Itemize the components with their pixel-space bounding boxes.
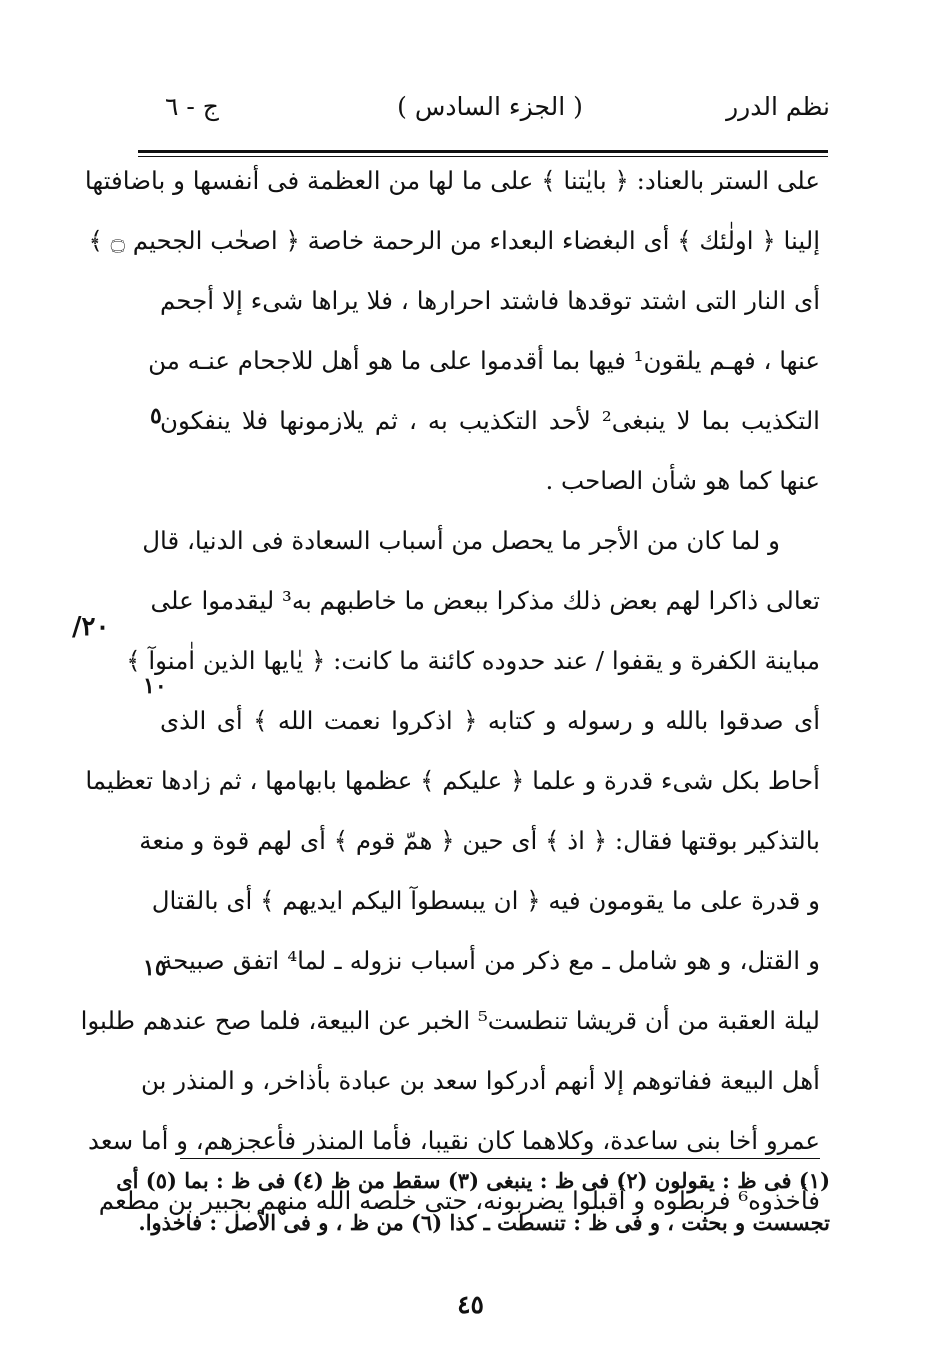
book-title: نظم الدرر — [726, 92, 830, 121]
page-number: ٤٥ — [457, 1290, 484, 1319]
text-line: أى النار التى اشتد توقدها فاشتد احرارها ، فلا يراها شىء إلا أجحم — [160, 286, 820, 315]
volume-label: ج - ٦ — [165, 92, 219, 121]
text-line: و لما كان من الأجر ما يحصل من أسباب السعادة فى الدنيا، قال — [142, 526, 780, 555]
line-number-15: ١٥ — [143, 955, 167, 981]
text-line: أهل البيعة ففاتوهم إلا أنهم أدركوا سعد بن عبادة بأذاخر، و المنذر بن — [141, 1066, 820, 1095]
part-title: ( الجزء السادس ) — [397, 92, 583, 121]
manuscript-folio-marker: ٢٠/ — [72, 612, 110, 642]
footnotes — [116, 1160, 830, 1244]
text-line: على الستر بالعناد: ﴿ بايٰتنا ﴾ على ما لها من العظمة فى أنفسها و باضافتها — [84, 166, 820, 195]
text-line: فأخذوه⁶ فربطوه و أقبلوا يضربونه، حتى خلصه الله منهم بجبير بن مطعم — [98, 1186, 820, 1215]
text-line: أحاط بكل شىء قدرة و علما ﴿ عليكم ﴾ عظمها بابهامها ، ثم زادها تعظيما — [85, 766, 820, 795]
line-number-10: ١٠ — [143, 673, 167, 699]
text-line: تعالى ذاكرا لهم بعض ذلك مذكرا ببعض ما خاطبهم به³ ليقدموا على — [150, 586, 820, 615]
text-line: التكذيب بما لا ينبغى² لأحد التكذيب به ، ثم يلازمونها فلا ينفكون — [160, 406, 820, 435]
text-line: عنها كما هو شأن الصاحب . — [545, 466, 820, 495]
footnote-line: (١) فى ظ : يقولون (٢) فى ظ : ينبغى (٣) سقط من ظ (٤) فى ظ : بما (٥) أى — [116, 1168, 830, 1193]
text-line: عنها ، فهـم يلقون¹ فيها بما أقدموا على ما هو أهل للاجحام عنـه من — [148, 346, 820, 375]
text-line: ليلة العقبة من أن قريشا تنطست⁵ الخبر عن البيعة، فلما صح عندهم طلبوا — [80, 1006, 820, 1035]
line-number-5: ٥ — [150, 403, 162, 429]
text-line: أى صدقوا بالله و رسوله و كتابه ﴿ اذكروا نعمت الله ﴾ أى الذى — [160, 706, 820, 735]
text-line: عمرو أخا بنى ساعدة، وكلاهما كان نقيبا، فأما المنذر فأعجزهم، و أما سعد — [88, 1126, 820, 1155]
text-line: و القتل، و هو شامل ـ مع ذكر من أسباب نزوله ـ لما⁴ اتفق صبيحة — [160, 946, 820, 975]
text-line: و قدرة على ما يقومون فيه ﴿ ان يبسطوآ اليكم ايديهم ﴾ أى بالقتال — [151, 886, 820, 915]
running-header — [150, 92, 830, 136]
footnote-rule — [180, 1158, 820, 1159]
text-line: بالتذكير بوقتها فقال: ﴿ اذ ﴾ أى حين ﴿ همّ قوم ﴾ أى لهم قوة و منعة — [139, 826, 820, 855]
footnote-line: تجسست و بحثت ، و فى ظ : تنسطت ـ كذا (٦) من ظ ، و فى الأصل : فاخذوا. — [138, 1210, 830, 1235]
text-line: مباينة الكفرة و يقفوا / عند حدوده كائنة ما كانت: ﴿ يٰايها الذين اٰمنوآ ﴾ — [126, 646, 820, 675]
text-line: إلينا ﴿ اولٰئك ﴾ أى البغضاء البعداء من الرحمة خاصة ﴿ اصحٰب الجحيم ۝ ﴾ — [88, 226, 820, 255]
